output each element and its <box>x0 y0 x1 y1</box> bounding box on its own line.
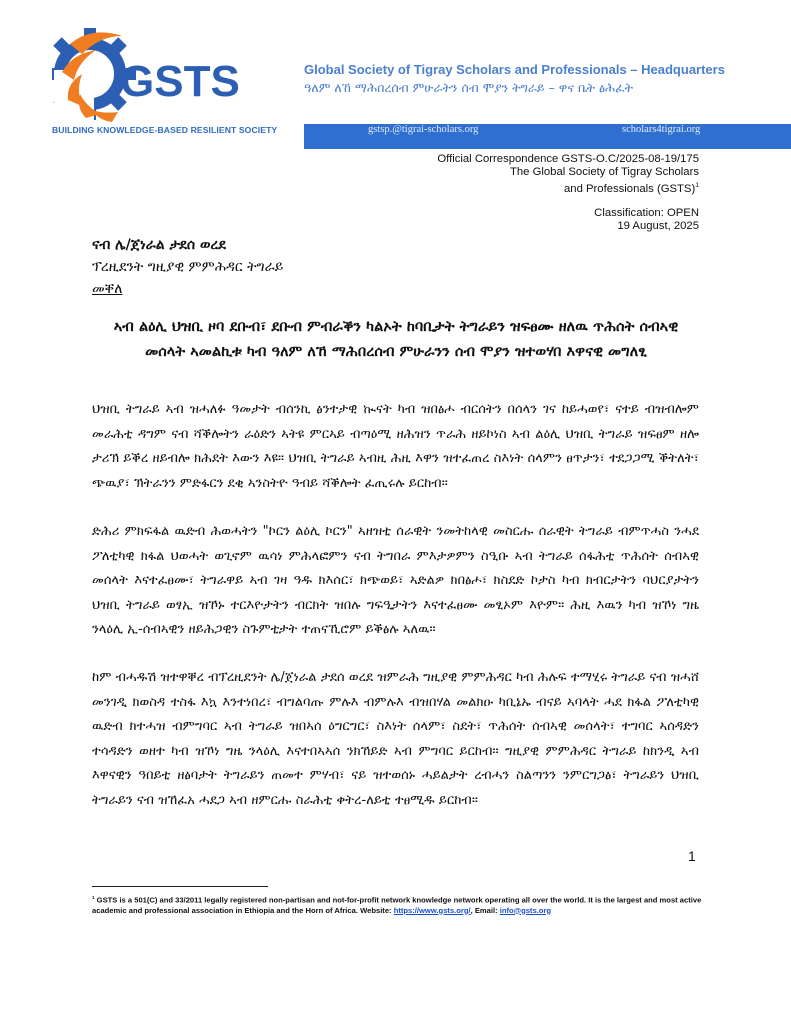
classification-label: Classification: OPEN <box>594 207 699 219</box>
addressee-block <box>92 234 283 300</box>
body-paragraph-3: ከም ብሓዱሽ ዝተዋቐረ ብፕረዚደንት ሌ/ጀነራል ታደሰ ወረደ ዝምራሕ ግዚያዊ ምምሕዳር ካብ ሕሉፍ ተማሂሩ ትግራይ ናብ ዝሓሸ መንገዲ ክወስዳ ተስፋ እኳ እንተነበረ፣ ብግልባጡ ምሉእ ብምሉእ ብዝበሃል መልክዑ ካቢኔኡ ብናይ ኣባላት ሓደ ክፋል ፖለቲካዊ ዉድብ ክተሓዝ ብምግባር ኣብ ትግራይ ዝበኣሰ ዕግርግር፣ ስእነት ሰላም፣ ስደት፣ ጥሕሰት ሰብኣዊ መሰላት፣ ተግባር ኣሰዳድን ተሳዳድን ወዘተ ካብ ዝኾነ ግዜ ንላዕሊ እናተበኣኣሰ ንክኸይድ ኣብ ምግባር ይርከብ። ግዚያዊ ምምሕዳር ትግራይ ከክንዲ ኣብ እዋናዊን ዓበይቲ ዘፅባታት ትግራይን ጠመተ ምሃብ፣ ናይ ዝተወሰኑ ሓይልታት ረብሓን ስልጣንን ንምርግጋፅ፣ ትግራይን ህዝቢ ትግራይን ናብ ዝኸፈአ ሓደጋ ኣብ ዘምርሑ ስራሕቲ ቀትረ-ለይቲ ተፀሚዱ ይርከብ። <box>92 670 699 808</box>
body-paragraph-1: ህዝቢ ትግራይ ኣብ ዝሓለፉ ዓመታት ብሰንኪ ፅንተታዊ ኲናት ካብ ዝበፅሖ ብርሰትን በሰላን ገና ከይሓወየ፣ ናተይ ብዝብሎም መራሕቲ ዳግም ናብ ሻቕሎትን ራዕድን ኣትዩ ምርኣይ ብጣዕሚ ዘሕዝን ጥራሕ ዘይኮነስ ኣብ ልዕሊ ህዝቢ ትግራይ ዝፍፀም ዘሎ ታሪኽ ይቕረ ዘይብሎ ክሕደት እውን እዩ። ህዝቢ ትግራይ ኣብዚ ሕዚ እዋን ዝተፈጠረ ስእነት ሰላምን ፀጥታን፣ ተደጋጋሚ ቕትለት፣ ጭዉያ፣ ኽትራንን ምድፋርን ደቂ ኣንስትዮ ዓብይ ሻቕሎት ፈጢሩሉ ይርከብ። <box>92 402 699 491</box>
letter-subject: ኣብ ልዕሊ ህዝቢ ዞባ ደቡብ፣ ደቡብ ምብራቕን ካልኦት ከባቢታት ትግራይን ዝፍፀሙ ዘለዉ ጥሕሰት ሰብኣዊ መሰላት ኣመልኪቱ ካብ ዓለም ለኸ ማሕበረሰብ ምሁራንን ሰብ ሞያን ዝተወሃበ እዋናዊ መግለፂ <box>113 318 679 360</box>
reference-org-line1: The Global Society of Tigray Scholars <box>510 166 699 179</box>
org-name-english: Global Society of Tigray Scholars and Professionals – Headquarters <box>304 62 725 77</box>
gsts-logo-graphic <box>52 14 292 132</box>
footnote <box>92 893 702 916</box>
logo-wordmark: GSTS <box>120 57 240 106</box>
addressee-title: ፕረዚደንት ግዚያዊ ምምሕዳር ትግራይ <box>92 259 284 275</box>
tagline: BUILDING KNOWLEDGE-BASED RESILIENT SOCIETY <box>52 125 278 135</box>
addressee-name: ናብ ሌ/ጀነራል ታደሰ ወረደ <box>92 237 226 253</box>
reference-block <box>437 153 699 196</box>
page-number: 1 <box>688 848 696 864</box>
footnote-marker: 1 <box>695 182 699 190</box>
footnote-divider <box>92 886 268 887</box>
header-contact-bar <box>304 124 791 149</box>
reference-number: Official Correspondence GSTS-O.C/2025-08-19/175 <box>437 153 699 165</box>
addressee-location: መቐለ <box>92 281 123 297</box>
footnote-email-label: , Email: <box>470 905 500 915</box>
contact-website[interactable]: scholars4tigrai.org <box>622 124 701 135</box>
footnote-email-link[interactable]: info@gsts.org <box>499 905 552 915</box>
contact-email[interactable]: gstsp.@tigrai-scholars.org <box>368 124 479 135</box>
footnote-number: 1 <box>92 895 95 900</box>
footnote-text: GSTS is a 501(C) and 33/2011 legally registered non-partisan and not-for-profit network knowledge network operating all over the world. It is the largest and most active academic and professional association in Ethiopia and the Horn of Africa. Website: <box>92 895 702 915</box>
letter-date: 19 August, 2025 <box>617 220 699 233</box>
org-name-tigrinya: ዓለም ለኸ ማሕበረሰብ ምሁራትን ሰብ ሞያን ትግራይ – ዋና ቤት ፅሕፈት <box>304 80 634 95</box>
footnote-website-link[interactable]: https://www.gsts.org/ <box>393 905 471 915</box>
classification-block <box>594 207 699 233</box>
body-paragraph-2: ድሕሪ ምክፍፋል ዉድብ ሕወሓትን "ኮርን ልዕሊ ኮርን" ኣዘዝቲ ሰራዊት ንመትከላዊ መስርሑ ሰራዊት ትግራይ ብምጥሓስ ንሓደ ፖለቲካዊ ክፋል ህወሓት ወጊኖም ዉሳነ ምሕላፎምን ናብ ትግበራ ምእታዎምን ስዒቡ ኣብ ትግራይ ሰፋሕቲ ጥሕሰት ሰብኣዊ መሰላት እናተፈፀሙ፣ ትግራዋይ ኣብ ገዛ ዓዱ ክእሰር፣ ክጭወይ፣ ኣድልዎ ክበፅሖ፣ ክስደድ ኮታስ ካብ ክብርታትን ባህርያታትን ህዝቢ ትግራይ ወፃኢ ዝኾኑ ተርእዮታትን ብርክት ዝበሉ ግፍዒታትን እናተፈፀሙ መፂኦም እዮም። ሕዚ እዉን ካብ ዝኾነ ግዜ ንላዕሊ ኢ-ሰብኣዊን ዘይሕጋዊን ስጉምቲታት ተጠናኺሮም ይቕፅሉ ኣለዉ። <box>92 524 699 637</box>
reference-org-line2: and Professionals (GSTS)$^1$ <box>564 182 699 196</box>
